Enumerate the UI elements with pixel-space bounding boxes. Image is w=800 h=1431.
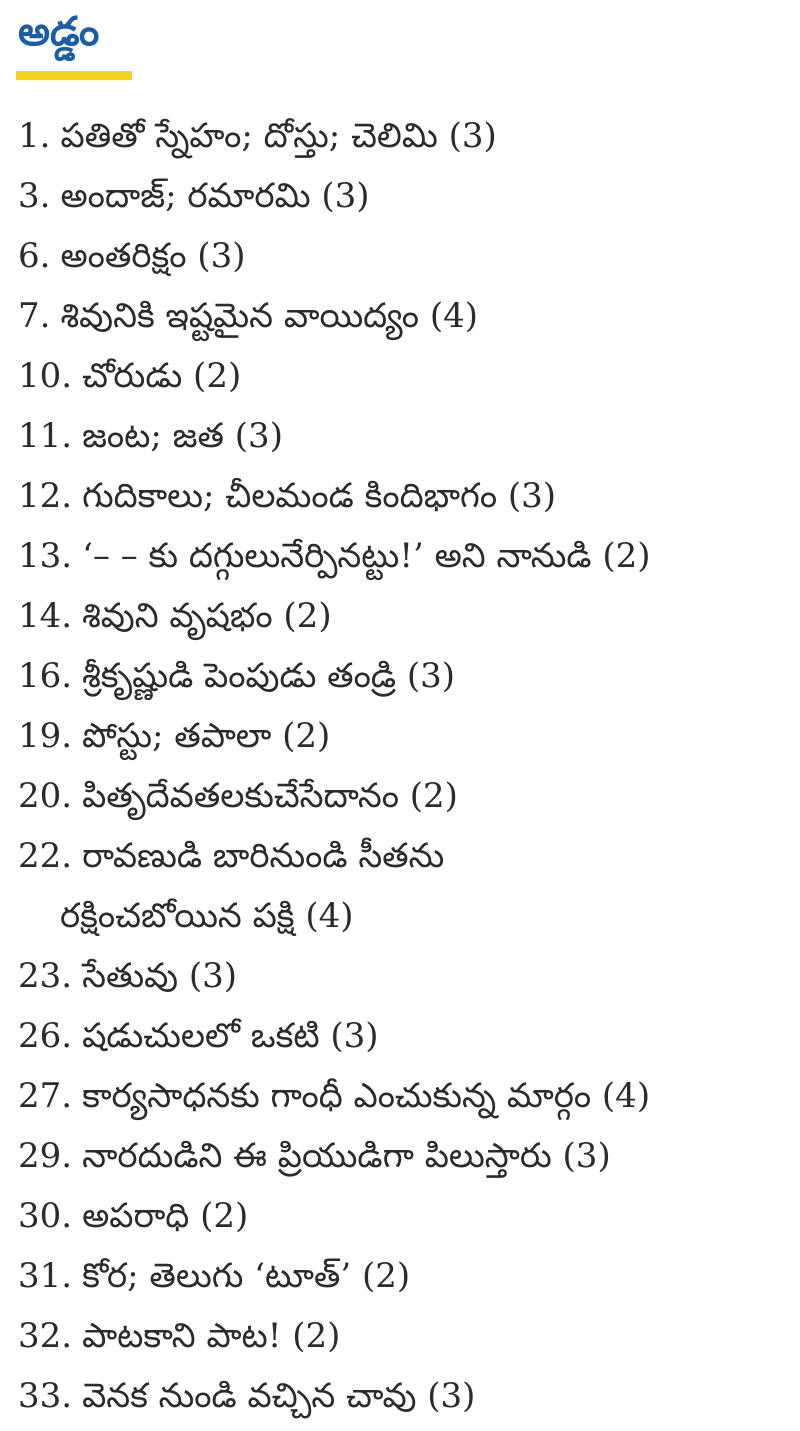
clue-number: 7. <box>18 296 51 336</box>
clue-text: అందాజ్; రమారమి (3) <box>60 176 370 216</box>
clue-item <box>18 286 788 346</box>
clue-item <box>18 1126 788 1186</box>
clue-text-continuation: రక్షించబోయిన పక్షి (4) <box>60 896 354 936</box>
clue-text: చోరుడు (2) <box>82 356 242 396</box>
clue-text: కార్యసాధనకు గాంధీ ఎంచుకున్న మార్గం (4) <box>82 1076 651 1116</box>
clue-number: 32. <box>18 1316 73 1356</box>
clue-text: పతితో స్నేహం; దోస్తు; చెలిమి (3) <box>60 116 497 156</box>
clue-item <box>18 706 788 766</box>
clue-text: ‘– – కు దగ్గులునేర్పినట్టు!’ అని నానుడి (2) <box>82 536 651 576</box>
clue-number: 19. <box>18 716 73 756</box>
clue-item <box>18 586 788 646</box>
clue-text: రావణుడి బారినుండి సీతను <box>82 836 445 876</box>
clue-number: 26. <box>18 1016 73 1056</box>
clue-item <box>18 1366 788 1426</box>
clue-item <box>18 946 788 1006</box>
clue-number: 20. <box>18 776 73 816</box>
clue-number: 29. <box>18 1136 73 1176</box>
clue-item <box>18 526 788 586</box>
clue-number: 14. <box>18 596 73 636</box>
clue-item <box>18 1306 788 1366</box>
clue-item <box>18 1006 788 1066</box>
clue-text: పాటకాని పాట! (2) <box>82 1316 341 1356</box>
clue-number: 11. <box>18 416 73 456</box>
clue-number: 10. <box>18 356 73 396</box>
clue-text: వెనక నుండి వచ్చిన చావు (3) <box>82 1376 476 1416</box>
clue-list <box>18 106 788 1426</box>
clue-number: 16. <box>18 656 73 696</box>
clue-number: 33. <box>18 1376 73 1416</box>
clue-number: 3. <box>18 176 51 216</box>
clue-item <box>18 466 788 526</box>
clue-item <box>18 826 788 946</box>
clue-number: 23. <box>18 956 73 996</box>
clue-item <box>18 346 788 406</box>
clue-item <box>18 1066 788 1126</box>
clue-item <box>18 1186 788 1246</box>
clue-text: శివుని వృషభం (2) <box>82 596 332 636</box>
clue-text: సేతువు (3) <box>82 956 238 996</box>
clue-text: షడుచులలో ఒకటి (3) <box>82 1016 379 1056</box>
clue-text: శివునికి ఇష్టమైన వాయిద్యం (4) <box>60 296 478 336</box>
clue-text: అంతరిక్షం (3) <box>60 236 246 276</box>
clue-item <box>18 226 788 286</box>
clue-text: అపరాధి (2) <box>82 1196 249 1236</box>
clue-text: కోర; తెలుగు ‘టూత్’ (2) <box>82 1256 411 1296</box>
heading-underline <box>16 71 132 80</box>
clue-item <box>18 766 788 826</box>
clue-text: పోస్టు; తపాలా (2) <box>82 716 331 756</box>
clue-number: 1. <box>18 116 51 156</box>
clue-text: జంట; జత (3) <box>82 416 283 456</box>
clue-item <box>18 1246 788 1306</box>
clue-number: 27. <box>18 1076 73 1116</box>
clue-number: 13. <box>18 536 73 576</box>
clue-text: శ్రీకృష్ణుడి పెంపుడు తండ్రి (3) <box>82 656 455 696</box>
clue-number: 22. <box>18 836 73 876</box>
clue-text: పితృదేవతలకుచేసేదానం (2) <box>82 776 458 816</box>
clue-item <box>18 646 788 706</box>
clue-number: 12. <box>18 476 73 516</box>
section-heading: అడ్డం <box>18 9 100 55</box>
clue-item <box>18 106 788 166</box>
clue-number: 6. <box>18 236 51 276</box>
clue-item <box>18 406 788 466</box>
clue-text: గుదికాలు; చీలమండ కిందిభాగం (3) <box>82 476 557 516</box>
clue-text: నారదుడిని ఈ ప్రియుడిగా పిలుస్తారు (3) <box>82 1136 611 1176</box>
clue-number: 30. <box>18 1196 73 1236</box>
clue-item <box>18 166 788 226</box>
clue-number: 31. <box>18 1256 73 1296</box>
